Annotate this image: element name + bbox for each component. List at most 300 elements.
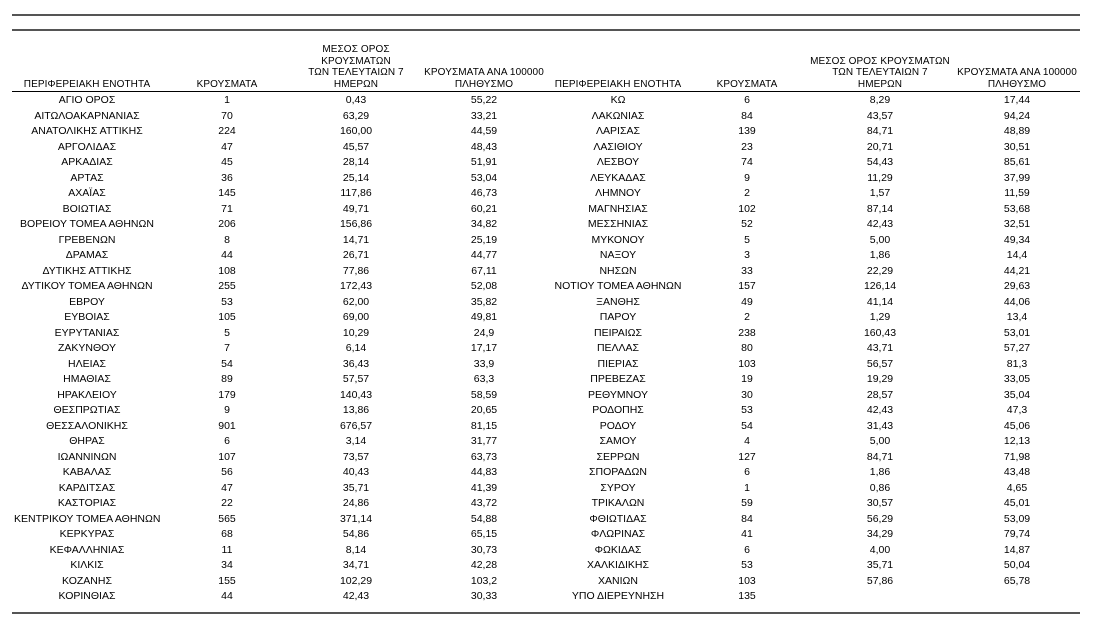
right-avg7-value <box>806 589 954 605</box>
left-avg7-value: 6,14 <box>345 342 367 354</box>
left-avg7-value: 26,71 <box>342 249 370 261</box>
left-region-name: ΗΡΑΚΛΕΙΟΥ <box>57 388 117 401</box>
left-per100k-value: 65,15 <box>470 528 498 540</box>
left-cases-count: 145 <box>218 187 236 199</box>
right-region-name: ΜΥΚΟΝΟΥ <box>591 233 645 246</box>
left-cases-count: 108 <box>218 264 236 277</box>
left-cases-count: 71 <box>221 202 233 215</box>
left-per100k-value: 51,91 <box>470 156 498 168</box>
right-per100k-value: 30,51 <box>1003 140 1031 153</box>
right-per100k-value: 4,65 <box>1006 481 1028 494</box>
table-row <box>12 450 1080 466</box>
table-row <box>12 388 1080 404</box>
right-cases-count: 23 <box>741 140 753 153</box>
left-region-name: ΖΑΚΥΝΘΟΥ <box>57 342 116 354</box>
left-cases-count: 155 <box>218 574 236 587</box>
right-region-name: ΦΘΙΩΤΙΔΑΣ <box>589 512 647 525</box>
left-region-name: ΚΟΡΙΝΘΙΑΣ <box>58 590 116 602</box>
left-region-name: ΓΡΕΒΕΝΩΝ <box>58 233 116 246</box>
right-per100k-value: 47,3 <box>1006 404 1028 416</box>
right-per100k-value: 48,89 <box>1003 125 1031 137</box>
left-per100k-value: 54,88 <box>470 512 498 525</box>
right-region-name: ΧΑΛΚΙΔΙΚΗΣ <box>587 559 649 571</box>
header-region-right: ΠΕΡΙΦΕΡΕΙΑΚΗ ΕΝΟΤΗΤΑ <box>548 44 688 92</box>
left-per100k-value: 30,33 <box>470 590 498 602</box>
right-avg7-value: 0,86 <box>869 481 891 494</box>
left-region-name: ΔΥΤΙΚΗΣ ΑΤΤΙΚΗΣ <box>42 264 132 277</box>
left-cases-count: 179 <box>218 388 236 401</box>
right-region-name: ΛΕΥΚΑΔΑΣ <box>590 171 646 184</box>
left-cases-count: 89 <box>221 373 233 385</box>
left-cases-count: 7 <box>224 342 230 354</box>
left-avg7-value: 156,86 <box>339 218 373 230</box>
left-avg7-value: 35,71 <box>342 481 370 494</box>
top-rule <box>12 14 1080 16</box>
table-row <box>12 465 1080 481</box>
left-avg7-value: 0,43 <box>345 94 367 106</box>
left-cases-count: 224 <box>218 125 236 137</box>
header-rule <box>12 29 1080 31</box>
right-cases-count: 33 <box>741 264 753 277</box>
right-per100k-value: 35,04 <box>1003 388 1031 401</box>
left-cases-count: 22 <box>221 497 233 509</box>
right-avg7-value: 43,71 <box>866 342 894 354</box>
right-avg7-value: 20,71 <box>866 140 894 153</box>
right-per100k-value: 13,4 <box>1006 311 1028 323</box>
bottom-rule <box>12 612 1080 614</box>
right-avg7-value: 8,29 <box>869 94 891 106</box>
right-cases-count: 84 <box>741 109 753 122</box>
right-region-name: ΣΥΡΟΥ <box>600 481 636 494</box>
right-region-name: ΡΕΘΥΜΝΟΥ <box>587 388 648 401</box>
left-cases-count: 901 <box>218 419 236 432</box>
left-cases-count: 44 <box>221 249 233 261</box>
table-row <box>12 341 1080 357</box>
left-region-name: ΚΙΛΚΙΣ <box>70 559 104 571</box>
right-cases-count: 127 <box>738 450 756 463</box>
left-region-name: ΕΥΡΥΤΑΝΙΑΣ <box>54 326 120 339</box>
right-per100k-value: 45,01 <box>1003 497 1031 509</box>
right-per100k-value: 94,24 <box>1003 109 1031 122</box>
left-region-name: ΘΗΡΑΣ <box>69 435 105 447</box>
right-region-name: ΜΑΓΝΗΣΙΑΣ <box>588 202 648 215</box>
table-row <box>12 372 1080 388</box>
left-avg7-value: 8,14 <box>345 543 367 556</box>
right-region-name: ΣΠΟΡΑΔΩΝ <box>589 466 647 478</box>
right-per100k-value: 32,51 <box>1003 218 1031 230</box>
table-row <box>12 248 1080 264</box>
right-cases-count: 53 <box>741 404 753 416</box>
table-row <box>12 527 1080 543</box>
right-avg7-value: 43,57 <box>866 109 894 122</box>
left-cases-count: 1 <box>224 94 230 106</box>
right-region-name: ΥΠΟ ΔΙΕΡΕΥΝΗΣΗ <box>571 590 665 602</box>
right-cases-count: 103 <box>738 574 756 587</box>
header-avg7-left: ΜΕΣΟΣ ΟΡΟΣ ΚΡΟΥΣΜΑΤΩΝ ΤΩΝ ΤΕΛΕΥΤΑΙΩΝ 7 ΗΜΕΡΩΝ <box>292 44 420 92</box>
left-per100k-value: 20,65 <box>470 404 498 416</box>
left-region-name: ΚΑΣΤΟΡΙΑΣ <box>57 497 117 509</box>
left-per100k-value: 24,9 <box>473 326 495 339</box>
right-avg7-value: 56,29 <box>866 512 894 525</box>
right-cases-count: 49 <box>741 295 753 308</box>
right-per100k-value: 45,06 <box>1003 419 1031 432</box>
left-avg7-value: 14,71 <box>342 233 370 246</box>
left-per100k-value: 33,21 <box>470 109 498 122</box>
left-per100k-value: 63,3 <box>473 373 495 385</box>
right-per100k-value: 65,78 <box>1003 574 1031 587</box>
right-avg7-value: 34,29 <box>866 528 894 540</box>
right-avg7-value: 84,71 <box>866 450 894 463</box>
header-cases-left: ΚΡΟΥΣΜΑΤΑ <box>162 44 292 92</box>
left-per100k-value: 42,28 <box>470 559 498 571</box>
left-region-name: ΕΒΡΟΥ <box>69 295 105 308</box>
left-avg7-value: 54,86 <box>342 528 370 540</box>
right-cases-count: 80 <box>741 342 753 354</box>
left-avg7-value: 49,71 <box>342 202 370 215</box>
table-row <box>12 481 1080 497</box>
left-avg7-value: 172,43 <box>339 280 373 292</box>
left-region-name: ΑΡΚΑΔΙΑΣ <box>61 156 113 168</box>
right-avg7-value: 56,57 <box>866 357 894 370</box>
left-cases-count: 105 <box>218 311 236 323</box>
left-cases-count: 56 <box>221 466 233 478</box>
right-region-name: ΝΟΤΙΟΥ ΤΟΜΕΑ ΑΘΗΝΩΝ <box>554 280 682 292</box>
right-region-name: ΠΕΙΡΑΙΩΣ <box>594 326 642 339</box>
right-cases-count: 157 <box>738 280 756 292</box>
left-cases-count: 36 <box>221 171 233 184</box>
left-avg7-value: 28,14 <box>342 156 370 168</box>
right-avg7-value: 4,00 <box>869 543 891 556</box>
left-cases-count: 11 <box>221 543 233 556</box>
right-per100k-value: 50,04 <box>1003 559 1031 571</box>
left-region-name: ΘΕΣΣΑΛΟΝΙΚΗΣ <box>46 419 128 432</box>
table-row <box>12 171 1080 187</box>
header-per100k-left: ΚΡΟΥΣΜΑΤΑ ΑΝΑ 100000 ΠΛΗΘΥΣΜΟ <box>420 44 548 92</box>
regional-cases-table <box>12 44 1080 605</box>
left-region-name: ΑΡΓΟΛΙΔΑΣ <box>57 140 117 153</box>
right-cases-count: 6 <box>744 543 750 556</box>
left-per100k-value: 52,08 <box>470 280 498 292</box>
left-per100k-value: 81,15 <box>470 419 498 432</box>
table-row <box>12 202 1080 218</box>
right-avg7-value: 31,43 <box>866 419 894 432</box>
left-avg7-value: 36,43 <box>342 357 370 370</box>
right-per100k-value: 79,74 <box>1003 528 1031 540</box>
table-row <box>12 279 1080 295</box>
left-per100k-value: 35,82 <box>470 295 498 308</box>
left-avg7-value: 10,29 <box>342 326 370 339</box>
right-avg7-value: 126,14 <box>863 280 897 292</box>
left-region-name: ΑΓΙΟ ΟΡΟΣ <box>58 94 116 106</box>
right-cases-count: 6 <box>744 94 750 106</box>
left-per100k-value: 31,77 <box>470 435 498 447</box>
left-region-name: ΕΥΒΟΙΑΣ <box>64 311 110 323</box>
right-region-name: ΣΑΜΟΥ <box>599 435 637 447</box>
left-avg7-value: 117,86 <box>340 187 372 199</box>
left-avg7-value: 42,43 <box>342 590 370 602</box>
right-per100k-value: 81,3 <box>1006 357 1028 370</box>
left-per100k-value: 25,19 <box>470 233 498 246</box>
right-region-name: ΣΕΡΡΩΝ <box>596 450 640 463</box>
right-cases-count: 5 <box>744 233 750 246</box>
table-row <box>12 574 1080 590</box>
left-cases-count: 107 <box>218 450 236 463</box>
left-region-name: ΑΝΑΤΟΛΙΚΗΣ ΑΤΤΙΚΗΣ <box>31 125 143 137</box>
right-region-name: ΛΑΣΙΘΙΟΥ <box>593 140 643 153</box>
left-avg7-value: 3,14 <box>345 435 367 447</box>
right-avg7-value: 5,00 <box>869 233 891 246</box>
right-cases-count: 19 <box>741 373 753 385</box>
left-per100k-value: 53,04 <box>470 171 498 184</box>
left-per100k-value: 49,81 <box>470 311 498 323</box>
right-region-name: ΦΛΩΡΙΝΑΣ <box>590 528 646 540</box>
right-avg7-value: 84,71 <box>866 125 894 137</box>
right-cases-count: 59 <box>741 497 753 509</box>
right-cases-count: 238 <box>738 326 756 339</box>
right-avg7-value: 1,86 <box>869 249 891 261</box>
left-cases-count: 47 <box>221 140 233 153</box>
table-row <box>12 124 1080 140</box>
right-region-name: ΞΑΝΘΗΣ <box>596 295 640 308</box>
left-avg7-value: 62,00 <box>342 295 370 308</box>
right-per100k-value: 11,59 <box>1004 187 1030 199</box>
left-cases-count: 255 <box>218 280 236 292</box>
left-region-name: ΚΕΡΚΥΡΑΣ <box>59 528 115 540</box>
header-cases-right: ΚΡΟΥΣΜΑΤΑ <box>688 44 806 92</box>
left-cases-count: 6 <box>224 435 230 447</box>
left-avg7-value: 73,57 <box>342 450 370 463</box>
right-cases-count: 9 <box>744 171 750 184</box>
right-avg7-value: 28,57 <box>866 388 894 401</box>
header-per100k-right: ΚΡΟΥΣΜΑΤΑ ΑΝΑ 100000 ΠΛΗΘΥΣΜΟ <box>954 44 1080 92</box>
right-cases-count: 139 <box>738 125 756 137</box>
right-cases-count: 2 <box>744 187 750 199</box>
right-cases-count: 54 <box>741 419 753 432</box>
table-row <box>12 357 1080 373</box>
left-region-name: ΑΧΑΪΑΣ <box>68 187 106 199</box>
right-cases-count: 74 <box>741 156 753 168</box>
left-avg7-value: 13,86 <box>342 404 370 416</box>
left-per100k-value: 44,83 <box>470 466 498 478</box>
left-region-name: ΑΙΤΩΛΟΑΚΑΡΝΑΝΙΑΣ <box>34 109 140 122</box>
right-per100k-value: 44,06 <box>1003 295 1031 308</box>
right-cases-count: 53 <box>741 559 753 571</box>
right-cases-count: 84 <box>741 512 753 525</box>
left-avg7-value: 102,29 <box>339 574 373 587</box>
right-cases-count: 135 <box>738 590 756 602</box>
table-row <box>12 264 1080 280</box>
right-per100k-value: 14,87 <box>1003 543 1031 556</box>
right-avg7-value: 22,29 <box>866 264 894 277</box>
right-avg7-value: 42,43 <box>866 404 894 416</box>
right-cases-count: 3 <box>744 249 750 261</box>
table-row <box>12 186 1080 202</box>
right-per100k-value: 71,98 <box>1003 450 1031 463</box>
left-avg7-value: 140,43 <box>339 388 373 401</box>
left-per100k-value: 43,72 <box>470 497 498 509</box>
right-region-name: ΜΕΣΣΗΝΙΑΣ <box>587 218 649 230</box>
right-per100k-value: 49,34 <box>1003 233 1031 246</box>
table-row <box>12 310 1080 326</box>
right-avg7-value: 1,57 <box>869 187 891 199</box>
right-cases-count: 41 <box>741 528 753 540</box>
left-per100k-value: 44,59 <box>470 125 498 137</box>
left-region-name: ΘΕΣΠΡΩΤΙΑΣ <box>53 404 121 416</box>
right-avg7-value: 30,57 <box>866 497 894 509</box>
left-cases-count: 47 <box>221 481 233 494</box>
left-region-name: ΚΑΡΔΙΤΣΑΣ <box>58 481 116 494</box>
table-row <box>12 295 1080 311</box>
right-region-name: ΦΩΚΙΔΑΣ <box>594 543 642 556</box>
left-cases-count: 54 <box>221 357 233 370</box>
table-row <box>12 434 1080 450</box>
left-cases-count: 53 <box>221 295 233 308</box>
left-per100k-value: 34,82 <box>470 218 498 230</box>
left-region-name: ΚΕΝΤΡΙΚΟΥ ΤΟΜΕΑ ΑΘΗΝΩΝ <box>14 512 161 525</box>
right-avg7-value: 5,00 <box>869 435 891 447</box>
table-row <box>12 233 1080 249</box>
table-row <box>12 589 1080 605</box>
right-per100k-value: 44,21 <box>1003 264 1031 277</box>
left-avg7-value: 45,57 <box>342 140 370 153</box>
left-cases-count: 34 <box>221 559 233 571</box>
right-per100k-value: 14,4 <box>1006 249 1028 261</box>
right-per100k-value: 33,05 <box>1003 373 1031 385</box>
right-avg7-value: 87,14 <box>866 202 894 215</box>
right-per100k-value: 85,61 <box>1003 156 1031 168</box>
table-row <box>12 217 1080 233</box>
left-region-name: ΚΕΦΑΛΛΗΝΙΑΣ <box>49 543 125 556</box>
table-row <box>12 543 1080 559</box>
left-per100k-value: 55,22 <box>470 94 498 106</box>
right-cases-count: 102 <box>738 202 756 215</box>
left-cases-count: 9 <box>224 404 230 416</box>
right-region-name: ΠΕΛΛΑΣ <box>596 342 640 354</box>
right-per100k-value: 53,68 <box>1003 202 1031 215</box>
right-avg7-value: 57,86 <box>866 574 894 587</box>
right-avg7-value: 42,43 <box>866 218 894 230</box>
table-row <box>12 496 1080 512</box>
left-region-name: ΗΛΕΙΑΣ <box>67 357 106 370</box>
right-per100k-value: 43,48 <box>1003 466 1031 478</box>
left-cases-count: 565 <box>218 512 236 525</box>
right-avg7-value: 35,71 <box>866 559 894 571</box>
left-per100k-value: 41,39 <box>470 481 498 494</box>
table-row <box>12 155 1080 171</box>
left-per100k-value: 58,59 <box>470 388 498 401</box>
left-region-name: ΔΡΑΜΑΣ <box>65 249 109 261</box>
right-per100k-value: 37,99 <box>1003 171 1031 184</box>
right-region-name: ΛΕΣΒΟΥ <box>596 156 640 168</box>
right-per100k-value <box>954 589 1080 605</box>
left-per100k-value: 44,77 <box>470 249 498 261</box>
left-region-name: ΙΩΑΝΝΙΝΩΝ <box>57 450 117 463</box>
right-region-name: ΛΑΡΙΣΑΣ <box>596 125 640 137</box>
left-per100k-value: 103,2 <box>470 574 498 587</box>
left-avg7-value: 25,14 <box>342 171 370 184</box>
left-avg7-value: 69,00 <box>342 311 370 323</box>
right-avg7-value: 11,29 <box>867 171 893 184</box>
left-per100k-value: 33,9 <box>473 357 495 370</box>
left-cases-count: 5 <box>224 326 230 339</box>
right-avg7-value: 19,29 <box>866 373 894 385</box>
right-region-name: ΡΟΔΟΥ <box>599 419 637 432</box>
left-per100k-value: 17,17 <box>470 342 498 354</box>
left-region-name: ΚΑΒΑΛΑΣ <box>62 466 112 478</box>
right-cases-count: 6 <box>744 466 750 478</box>
table-row <box>12 403 1080 419</box>
right-per100k-value: 12,13 <box>1003 435 1031 447</box>
table-body <box>12 92 1080 605</box>
table-row <box>12 558 1080 574</box>
table-row <box>12 140 1080 156</box>
right-cases-count: 103 <box>738 357 756 370</box>
left-per100k-value: 67,11 <box>471 264 497 277</box>
right-avg7-value: 54,43 <box>866 156 894 168</box>
right-region-name: ΝΗΣΩΝ <box>599 264 637 277</box>
right-region-name: ΛΗΜΝΟΥ <box>595 187 641 199</box>
left-avg7-value: 160,00 <box>339 125 373 137</box>
right-cases-count: 52 <box>741 218 753 230</box>
left-cases-count: 45 <box>221 156 233 168</box>
left-region-name: ΚΟΖΑΝΗΣ <box>62 574 112 587</box>
left-region-name: ΒΟΙΩΤΙΑΣ <box>62 202 112 215</box>
right-per100k-value: 29,63 <box>1003 280 1031 292</box>
left-per100k-value: 63,73 <box>470 450 498 463</box>
right-region-name: ΛΑΚΩΝΙΑΣ <box>591 109 645 122</box>
left-cases-count: 44 <box>221 590 233 602</box>
right-avg7-value: 1,86 <box>869 466 891 478</box>
left-region-name: ΑΡΤΑΣ <box>70 171 104 184</box>
left-cases-count: 206 <box>218 218 236 230</box>
left-avg7-value: 676,57 <box>339 419 373 432</box>
right-per100k-value: 53,01 <box>1003 326 1031 339</box>
right-per100k-value: 57,27 <box>1003 342 1031 354</box>
left-avg7-value: 371,14 <box>339 512 373 525</box>
header-row <box>12 44 1080 92</box>
table-row <box>12 92 1080 109</box>
left-per100k-value: 30,73 <box>470 543 498 556</box>
right-region-name: ΚΩ <box>610 94 626 106</box>
left-region-name: ΔΥΤΙΚΟΥ ΤΟΜΕΑ ΑΘΗΝΩΝ <box>21 280 153 292</box>
left-avg7-value: 57,57 <box>342 373 370 385</box>
right-region-name: ΡΟΔΟΠΗΣ <box>592 404 644 416</box>
left-region-name: ΒΟΡΕΙΟΥ ΤΟΜΕΑ ΑΘΗΝΩΝ <box>20 218 154 230</box>
right-region-name: ΧΑΝΙΩΝ <box>598 574 638 587</box>
table-row <box>12 109 1080 125</box>
table-row <box>12 419 1080 435</box>
left-avg7-value: 24,86 <box>342 497 370 509</box>
right-cases-count: 2 <box>744 311 750 323</box>
left-cases-count: 68 <box>221 528 233 540</box>
right-avg7-value: 160,43 <box>863 326 897 339</box>
right-per100k-value: 53,09 <box>1003 512 1031 525</box>
right-cases-count: 4 <box>744 435 750 447</box>
left-region-name: ΗΜΑΘΙΑΣ <box>63 373 111 385</box>
right-region-name: ΠΙΕΡΙΑΣ <box>597 357 639 370</box>
table-row <box>12 326 1080 342</box>
left-avg7-value: 77,86 <box>342 264 370 277</box>
right-avg7-value: 1,29 <box>869 311 891 323</box>
right-region-name: ΠΑΡΟΥ <box>599 311 637 323</box>
left-avg7-value: 34,71 <box>342 559 370 571</box>
left-per100k-value: 48,43 <box>470 140 498 153</box>
header-avg7-right: ΜΕΣΟΣ ΟΡΟΣ ΚΡΟΥΣΜΑΤΩΝ ΤΩΝ ΤΕΛΕΥΤΑΙΩΝ 7 ΗΜΕΡΩΝ <box>806 44 954 92</box>
left-cases-count: 70 <box>221 109 233 122</box>
table-row <box>12 512 1080 528</box>
left-avg7-value: 63,29 <box>342 109 370 122</box>
right-avg7-value: 41,14 <box>866 295 894 308</box>
